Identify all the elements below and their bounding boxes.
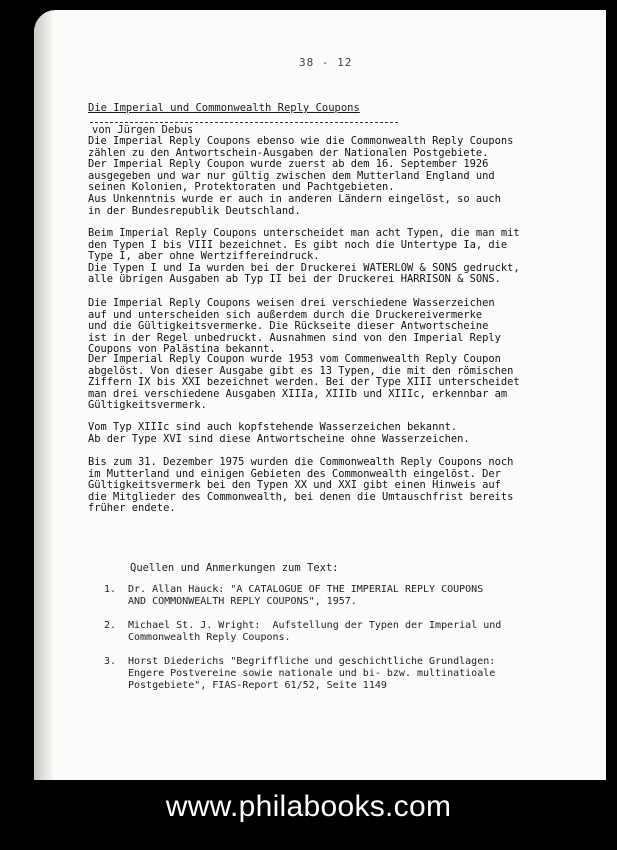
source-text: Dr. Allan Hauck: "A CATALOGUE OF THE IMPERIAL REPLY COUPONS AND COMMONWEALTH REPLY COUPONS", 1957. xyxy=(128,584,484,607)
article-author: von Jürgen Debus xyxy=(92,124,194,136)
document-page xyxy=(34,10,606,780)
title-underline-rule xyxy=(90,122,398,123)
footer-url: www.philabooks.com xyxy=(165,790,452,823)
page-number: 38 - 12 xyxy=(299,56,353,69)
sources-heading: Quellen und Anmerkungen zum Text: xyxy=(130,562,339,574)
source-text: Horst Diederichs "Begriffliche und geschichtliche Grundlagen: Engere Postvereine sowie nationale und bi- bzw. multinatioale Postgebiete", FIAS-Report 61/52, Seite 1149 xyxy=(128,656,496,691)
source-text: Michael St. J. Wright: Aufstellung der Typen der Imperial und Commonwealth Reply Coupons. xyxy=(128,620,502,643)
page-edge-shadow xyxy=(34,10,52,780)
paragraph-2: Beim Imperial Reply Coupons unterscheidet man acht Typen, die man mit den Typen I bis VIII bezeichnet. Es gibt noch die Untertype Ia, die Type I, aber ohne Wertziffereindruck. Die Typen I und Ia wurden bei der Druckerei WATERLOW & SONS gedruckt, alle übrigen Ausgaben ab Typ II bei der Druckerei HARRISON & SONS. xyxy=(88,227,520,286)
source-number: 3. xyxy=(104,656,117,667)
source-number: 1. xyxy=(104,584,117,595)
article-title: Die Imperial und Commonwealth Reply Coupons xyxy=(88,102,360,114)
paragraph-3: Die Imperial Reply Coupons weisen drei verschiedene Wasserzeichen auf und unterscheiden sich außerdem durch die Druckereivermerke und die Gültigkeitsvermerke. Die Rückseite dieser Antwortscheine ist in der Regel unbedruckt. Ausnahmen sind von den Imperial Reply Coupons von Palästina bekannt. xyxy=(88,297,501,356)
paragraph-6: Bis zum 31. Dezember 1975 wurden die Commonwealth Reply Coupons noch im Mutterland und einigen Gebieten des Commonwealth eingelöst. Der Gültigkeitsvermerk bei den Typen XX und XXI gibt einen Hinweis auf die Mitglieder des Commonwealth, bei denen die Umtauschfrist bereits früher endete. xyxy=(88,456,514,515)
source-item xyxy=(104,620,584,644)
paragraph-1: Die Imperial Reply Coupons ebenso wie die Commonwealth Reply Coupons zählen zu den Antwortschein-Ausgaben der Nationalen Postgebiete. Der Imperial Reply Coupon wurde zuerst ab dem 16. September 1926 ausgegeben und war nur gültig zwischen dem Mutterland England und seinen Kolonien, Protektoraten und Pachtgebieten. Aus Unkenntnis wurde er auch in anderen Ländern eingelöst, so auch in der Bundesrepublik Deutschland. xyxy=(88,135,514,217)
source-item xyxy=(104,584,584,608)
source-item xyxy=(104,656,584,691)
paragraph-4: Der Imperial Reply Coupon wurde 1953 vom Commenwealth Reply Coupon abgelöst. Von dieser Ausgabe gibt es 13 Typen, die mit den römischen Ziffern IX bis XXI bezeichnet werden. Bei der Type XIII unterscheidet man drei verschiedene Ausgaben XIIIa, XIIIb und XIIIc, erkennbar am Gültigkeitsvermerk. xyxy=(88,353,520,412)
source-number: 2. xyxy=(104,620,117,631)
paragraph-5: Vom Typ XIIIc sind auch kopfstehende Wasserzeichen bekannt. Ab der Type XVI sind diese Antwortscheine ohne Wasserzeichen. xyxy=(88,421,470,445)
